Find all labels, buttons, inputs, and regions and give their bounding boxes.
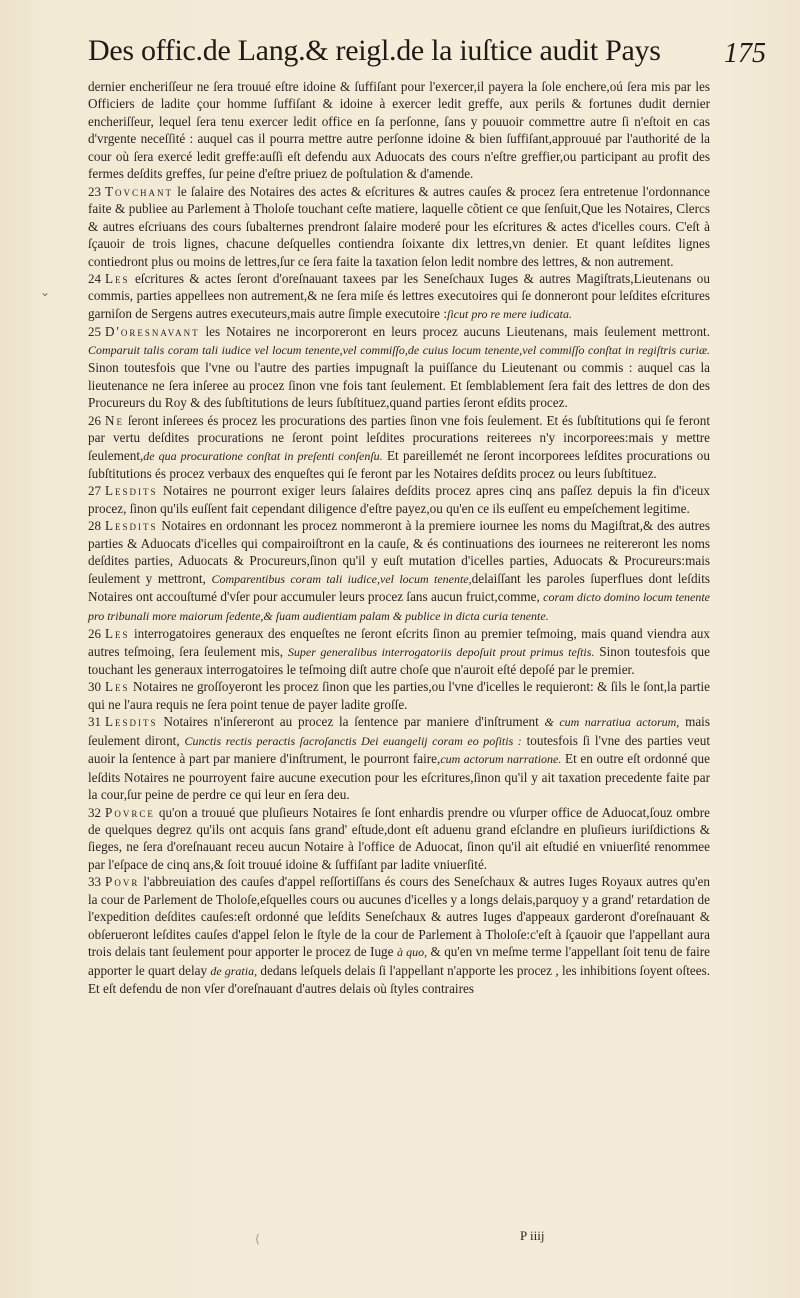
article-text-continued: Sinon toutesfois que touchant les generaux interrogatoires le teſmoing diſt autre choſe que n'auroit eſté depoſé par le premier. bbox=[88, 643, 711, 677]
article-text: qu'on a trouué que pluſieurs Notaires ſe ſont enhardis prendre ou vſurper office de Aduocat,ſouz ombre de quelques degrez qu'ils ont acquis ſans grand' eſtude,dont eſt aduenu grand eſclandre en pluſieurs iuriſdictions & ſieges, ne ſera d'oreſnauant receu aucun Notaire à l'office de Aduocat, ſinon qu'il ait eſtudié en vniuerſité renommee par l'eſpace de cinq ans,& ſoit trouué idoine & ſuffiſant par ladite vniuerſité. bbox=[88, 804, 710, 872]
article-text-continued: & qu'en vn meſme terme l'appellant ſoit tenu de faire apporter le quart delay bbox=[88, 944, 711, 978]
article-24 bbox=[88, 270, 710, 323]
article-27 bbox=[88, 482, 710, 517]
running-title: Des offic.de Lang.& reigl.de la iuſtice audit Pays bbox=[88, 34, 661, 67]
article-33 bbox=[88, 873, 710, 997]
article-number: 23 bbox=[88, 183, 101, 199]
article-lead-word: Les bbox=[105, 679, 130, 695]
article-number: 28 bbox=[88, 518, 101, 534]
latin-formula: Super generalibus interrogatoriis depoſuit prout primus teſtis. bbox=[287, 644, 595, 659]
margin-mark: ⌄ bbox=[40, 285, 51, 299]
article-number: 32 bbox=[88, 804, 101, 820]
article-28 bbox=[88, 517, 710, 625]
article-lead-word: Tovchant bbox=[105, 183, 174, 199]
latin-formula: & cum narratiua actorum, bbox=[544, 715, 680, 730]
article-32 bbox=[88, 804, 710, 874]
article-26b bbox=[88, 625, 710, 678]
article-number: 33 bbox=[88, 874, 101, 890]
signature-mark: P iiij bbox=[520, 1228, 545, 1243]
latin-formula-2: coram dicto domino locum tenente pro tribunali more maiorum ſedente,& ſuam audientiam palam & publice in dicta curia tenente. bbox=[88, 590, 711, 623]
article-text: le ſalaire des Notaires des actes & eſcritures & autres cauſes & procez ſera entretenue l'ordonnance faite & publiee au Parlement à Tholoſe touchant ceſte matiere, laquelle cõtient ce que ſenſuit,Que les Notaires, Clercs & autres eſcriuans des cours ſubalternes prendront ſalaire moderé pour les eſcritures & actes d'icelles cours. C'eſt à ſçauoir de trois lignes, chacune deſquelles contiendra ſoixante dix lettres,vn denier. Et quant leſdites lignes contiedront plus ou moins de lettres,ſur ce ſera faite la taxation ſelon ledit nombre des lettres, & non autrement. bbox=[88, 183, 710, 269]
article-text: Notaires n'inſereront au procez la ſentence par maniere d'inſtrument bbox=[157, 714, 539, 730]
article-number: 27 bbox=[88, 483, 101, 499]
article-lead-word: Lesdits bbox=[105, 714, 158, 730]
lead-paragraph: dernier encheriſſeur ne ſera trouué eſtre idoine & ſuffiſant pour l'exercer,il payera la ſole enchere,oú ſera mis par les Officiers de ladite çour homme ſuffiſant & idoine à exercer ledit greffe, aux perils & fortunes dudit dernier encheriſſeur, lequel ſera tenu exercer ledit office en ſa perſonne, ſans y pouuoir commettre autre ſi n'eſtoit en cas d'vrgente neceſſité : auquel cas il pourra mettre autre perſonne idoine & bien ſuffiſant,approuué par l'authorité de la cour où ſera exercé ledit greffe:auſſi eſt defendu aux Aduocats des cours n'eſtre greffier,ou participant au profit des fermes deſdits greffes, ſur peine d'eſtre priuez de poſtulation & d'amende. bbox=[88, 79, 710, 182]
article-text: Notaires en ordonnant les procez nommeront à la premiere iournee les noms du Magiſtrat,& des autres parties & Aduocats d'icelles qui compairoiſtront en la cauſe, & és continuations des iournees ne reitereront les noms deſdites parties, Aduocats & Procureurs,ſinon qu'il y euſt mutation d'icelles parties, Aduocats & Procureurs:mais ſeulement y mettront, bbox=[88, 518, 710, 586]
article-31 bbox=[88, 713, 710, 803]
article-25 bbox=[88, 323, 710, 411]
latin-formula-2: de gratia, bbox=[210, 963, 258, 978]
article-text-continued-2: toutesfois ſi l'vne des parties veut auoir la ſentence à part par maniere d'inſtrument, le pourront faire, bbox=[88, 732, 710, 767]
folio-number: 175 bbox=[724, 38, 766, 69]
article-text: interrogatoires generaux des enqueſtes ne ſeront eſcrits ſinon au premier teſmoing, mais quand viendra aux autres teſmoing, ſera ſeulement mis, bbox=[88, 626, 710, 659]
article-text-continued: Et pareillemét ne ſeront incorporees leſdites procurations ou ſubſtitutions és procez verbaux des enqueſtes qui ſe feront par les Notaires deſdits procez ou leurs ſubſtituez. bbox=[88, 447, 710, 481]
latin-formula: à quo, bbox=[396, 945, 428, 960]
latin-formula: Comparuit talis coram tali iudice vel locum tenente,vel commiſſo,de cuius locum tenente,vel commiſſo conſtat in regiſtris curiæ. bbox=[88, 342, 710, 357]
article-text: Notaires ne groſſoyeront les procez ſinon que les parties,ou l'vne d'icelles le requieront: & ſils le ſont,la partie qui ne l'aura requis ne ſera point tenue de payer ladite groſſe. bbox=[88, 679, 710, 712]
article-30 bbox=[88, 678, 710, 713]
article-lead-word: Lesdits bbox=[105, 483, 158, 499]
latin-formula: Comparentibus coram tali iudice,vel locum tenente, bbox=[211, 571, 472, 586]
article-number: 26 bbox=[88, 626, 101, 642]
article-number: 24 bbox=[88, 270, 101, 286]
page-header bbox=[88, 34, 766, 74]
article-text-continued-2: dedans leſquels delais ſi l'appellant n'apporte les procez , les inhibitions ſoyent oſtees. Et eſt defendu de non vſer d'oreſnauant d'autres delais où ſtyles contraires bbox=[88, 962, 710, 997]
latin-formula-3: cum actorum narratione. bbox=[440, 752, 562, 767]
latin-formula: de qua procuratione conſtat in preſenti conſenſu. bbox=[143, 448, 383, 463]
article-number: 25 bbox=[88, 324, 101, 340]
latin-formula-2: Cunctis rectis peractis ſacroſanctis Dei euangelij coram eo poſitis : bbox=[184, 733, 522, 748]
article-text: les Notaires ne incorporeront en leurs procez aucuns Lieutenans, mais ſeulement mettront. bbox=[199, 324, 710, 340]
article-text: Notaires ne pourront exiger leurs ſalaires deſdits procez apres cinq ans paſſez depuis la fin d'iceux procez, ſinon qu'ils euſſent fait cependant diligence d'eſtre payez,ou qu'en ce ils euſſent eu empeſchement legitime. bbox=[88, 483, 710, 516]
article-number: 31 bbox=[88, 714, 101, 730]
article-text: ſeront inſerees és procez les procurations des parties ſinon vne fois ſeulement. Et és ſubſtitutions qui ſe feront par vertu deſdites procurations ne ſeront point leſdites procurations reiterees n'y incorporees:mais y mettre ſeulement, bbox=[88, 412, 710, 463]
article-text-continued: delaiſſant les paroles ſuperflues dont leſdits Notaires ont accouſtumé d'vſer pour accumuler leurs procez ſans aucun fruict,comme, bbox=[88, 570, 710, 605]
article-lead-word: Les bbox=[105, 270, 130, 286]
article-number: 26 bbox=[88, 412, 101, 428]
latin-formula: ſicut pro re mere iudicata. bbox=[447, 306, 572, 321]
article-text-continued: Sinon toutesfois que l'vne ou l'autre des parties impugnaſt la puiſſance du Lieutenant ou commis : auquel cas la lieutenance ne ſera inſeree au procez ſinon vne fois tant ſeulement. Et ſemblablement ſera fait des lettres de don des Procureurs du Roy & des ſubſtitutions de leurs ſubſtituez,quand parties ſeront eſdits procez. bbox=[88, 360, 710, 411]
article-number: 30 bbox=[88, 679, 101, 695]
article-text-continued: mais ſeulement diront, bbox=[88, 714, 710, 748]
article-text-continued-3: Et en outre eſt ordonné que leſdits Notaires ne pourroyent faire aucune execution pour les eſcritures,ſinon qu'il y ait taxation precedente faite par la cour,ſur peine de perdre ce qui leur en ſera deu. bbox=[88, 751, 710, 803]
article-lead-word: Ne bbox=[105, 412, 125, 428]
body-text bbox=[88, 78, 710, 1228]
article-lead-word: Les bbox=[105, 626, 130, 642]
article-lead-word: D'oresnavant bbox=[105, 324, 200, 340]
article-26 bbox=[88, 412, 710, 483]
faint-mark: ⟨ bbox=[255, 1232, 260, 1246]
article-text: eſcritures & actes ſeront d'oreſnauant taxees par les Seneſchaux Iuges & autres Magiſtrats,Lieutenans ou commis, parties appellees non autrement,& ne ſera miſe és lettres executoires qui ſe donneront pour leſdites eſcritures garniſon de Sergens autres executeurs,mais autre ſimple executoire : bbox=[88, 270, 710, 321]
article-lead-word: Povrce bbox=[105, 804, 155, 820]
article-lead-word: Lesdits bbox=[105, 518, 158, 534]
article-23 bbox=[88, 183, 710, 270]
article-text: l'abbreuiation des cauſes d'appel reſſortiſſans és cours des Seneſchaux & autres Iuges Royaux autres qu'en la cour de Parlement de Tholoſe,eſquelles cours ou aucunes d'icelles y a longs delais,parquoy y a grand' retardation de l'expedition deſdites cauſes:eſt ordonné que leſdits Seneſchaux & autres Iuges d'appeaux garderont d'oreſnauant & obſerueront leſdites cauſes d'appel ſelon le ſtyle de la cour de Parlement à Tholoſe:c'eſt à ſçauoir que l'appellant aura trois delais tant ſeulement pour apporter le procez de Iuge bbox=[88, 874, 710, 960]
article-lead-word: Povr bbox=[105, 874, 140, 890]
